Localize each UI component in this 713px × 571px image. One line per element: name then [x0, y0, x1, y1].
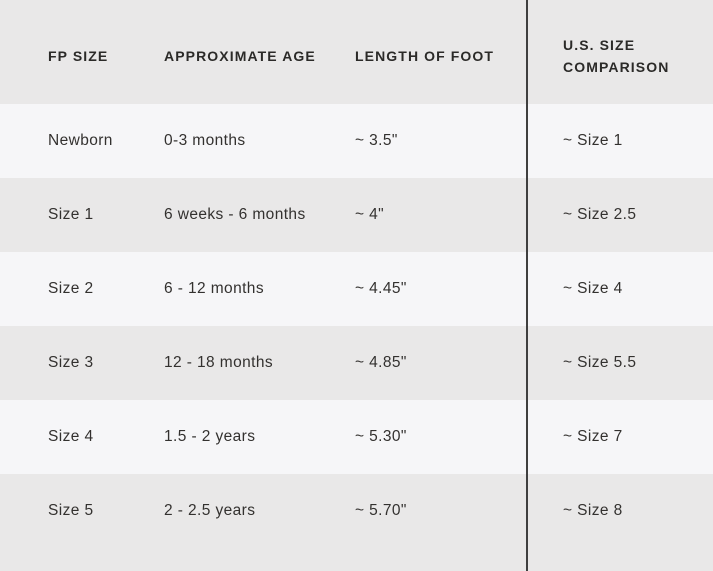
table-header-row	[0, 0, 713, 104]
cell-approximate-age: 0-3 months	[164, 131, 246, 149]
table-row	[0, 178, 713, 252]
column-divider-line	[526, 0, 528, 571]
table-row	[0, 400, 713, 474]
cell-approximate-age: 6 - 12 months	[164, 279, 264, 297]
cell-length-of-foot: ~ 5.30"	[355, 427, 407, 445]
cell-us-size-comparison: ~ Size 1	[563, 131, 623, 149]
cell-us-size-comparison: ~ Size 4	[563, 279, 623, 297]
table-row	[0, 104, 713, 178]
cell-length-of-foot: ~ 4"	[355, 205, 385, 223]
cell-length-of-foot: ~ 4.45"	[355, 279, 407, 297]
cell-fp-size: Newborn	[48, 131, 113, 149]
table-row	[0, 252, 713, 326]
column-header-fp-size: FP SIZE	[48, 48, 109, 64]
cell-length-of-foot: ~ 4.85"	[355, 353, 407, 371]
cell-fp-size: Size 5	[48, 501, 94, 519]
column-header-us-size-comparison: U.S. SIZE COMPARISON	[563, 37, 670, 75]
cell-approximate-age: 12 - 18 months	[164, 353, 273, 371]
cell-us-size-comparison: ~ Size 7	[563, 427, 623, 445]
cell-approximate-age: 1.5 - 2 years	[164, 427, 256, 445]
table-row	[0, 326, 713, 400]
column-header-length-of-foot: LENGTH OF FOOT	[355, 48, 495, 64]
cell-length-of-foot: ~ 3.5"	[355, 131, 398, 149]
cell-us-size-comparison: ~ Size 5.5	[563, 353, 637, 371]
column-header-approximate-age: APPROXIMATE AGE	[164, 48, 316, 64]
cell-approximate-age: 6 weeks - 6 months	[164, 205, 306, 223]
cell-fp-size: Size 4	[48, 427, 94, 445]
cell-us-size-comparison: ~ Size 2.5	[563, 205, 637, 223]
cell-fp-size: Size 3	[48, 353, 94, 371]
cell-approximate-age: 2 - 2.5 years	[164, 501, 256, 519]
cell-us-size-comparison: ~ Size 8	[563, 501, 623, 519]
cell-length-of-foot: ~ 5.70"	[355, 501, 407, 519]
cell-fp-size: Size 2	[48, 279, 94, 297]
table-row	[0, 474, 713, 548]
cell-fp-size: Size 1	[48, 205, 94, 223]
